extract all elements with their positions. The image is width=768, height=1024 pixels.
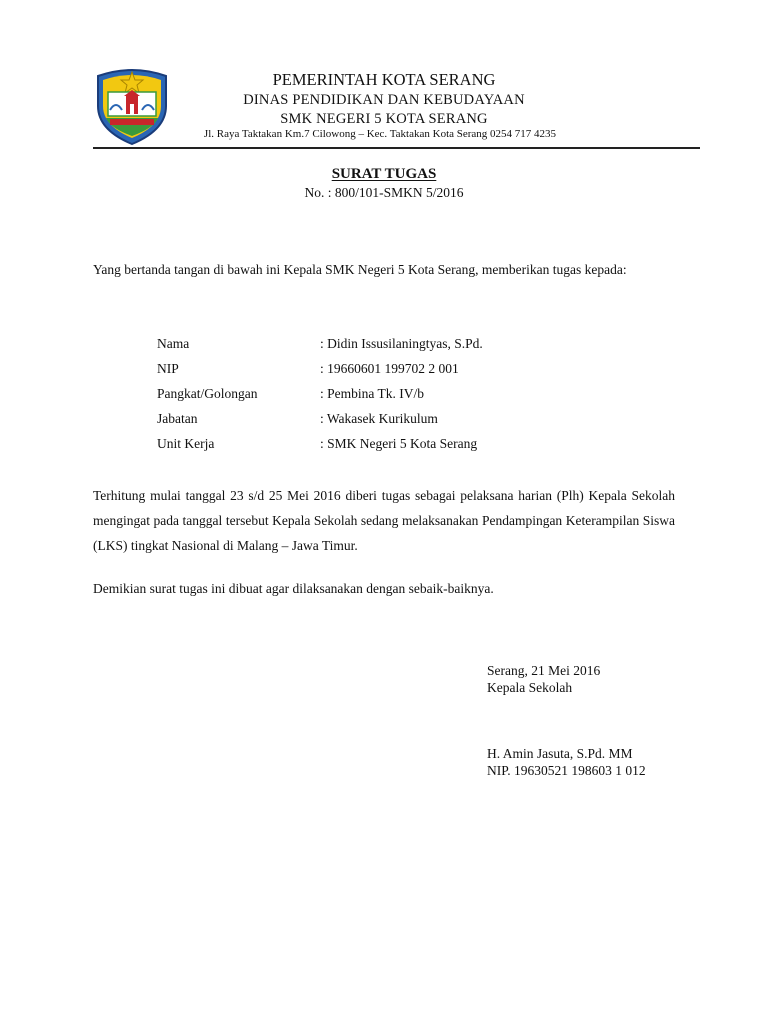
body-paragraph: Terhitung mulai tanggal 23 s/d 25 Mei 2016 diberi tugas sebagai pelaksana harian (Plh) Kepala Sekolah mengingat pada tanggal tersebut Kepala Sekolah sedang melaksanakan Pendampingan Keterampilan Siswa (LKS) tingkat Nasional di Malang – Jawa Timur. <box>93 488 675 553</box>
field-label: Jabatan <box>157 411 198 426</box>
field-value: : 19660601 199702 2 001 <box>320 361 459 376</box>
signer-position: Kepala Sekolah <box>487 680 573 695</box>
field-row-pangkat <box>157 381 677 406</box>
field-value: : Pembina Tk. IV/b <box>320 386 424 401</box>
school-address: Jl. Raya Taktakan Km.7 Cilowong – Kec. Taktakan Kota Serang 0254 717 4235 <box>203 128 557 140</box>
field-value: : SMK Negeri 5 Kota Serang <box>320 436 478 451</box>
letter-number: No. : 800/101-SMKN 5/2016 <box>304 185 464 200</box>
signature-block <box>487 745 707 779</box>
department-name: DINAS PENDIDIKAN DAN KEBUDAYAAN <box>243 92 525 108</box>
field-row-unit-kerja <box>157 431 677 456</box>
school-name: SMK NEGERI 5 KOTA SERANG <box>280 111 488 127</box>
field-row-nip <box>157 356 677 381</box>
letter-title-text: SURAT TUGAS <box>331 166 437 182</box>
intro-paragraph: Yang bertanda tangan di bawah ini Kepala SMK Negeri 5 Kota Serang, memberikan tugas kepada: <box>93 262 627 277</box>
signature-header <box>487 662 707 696</box>
letter-title <box>0 166 768 183</box>
field-label: Pangkat/Golongan <box>157 386 258 401</box>
field-value: : Wakasek Kurikulum <box>320 411 438 426</box>
field-label: Nama <box>157 336 190 351</box>
field-label: NIP <box>157 361 179 376</box>
government-name: PEMERINTAH KOTA SERANG <box>272 70 496 89</box>
place-date: Serang, 21 Mei 2016 <box>487 663 601 678</box>
signer-nip: NIP. 19630521 198603 1 012 <box>487 763 646 778</box>
field-row-jabatan <box>157 406 677 431</box>
field-label: Unit Kerja <box>157 436 215 451</box>
field-value: : Didin Issusilaningtyas, S.Pd. <box>320 336 483 351</box>
closing-paragraph: Demikian surat tugas ini dibuat agar dilaksanakan dengan sebaik-baiknya. <box>93 581 494 596</box>
letterhead-divider <box>93 147 700 149</box>
signer-name: H. Amin Jasuta, S.Pd. MM <box>487 746 633 761</box>
field-row-nama <box>157 331 677 356</box>
